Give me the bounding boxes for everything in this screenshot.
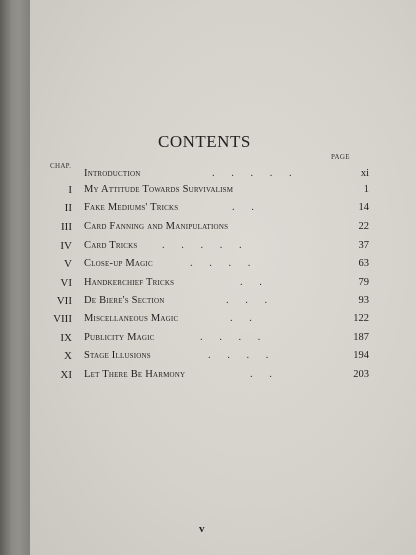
chapter-number: V: [64, 258, 72, 270]
page-number: 63: [358, 258, 369, 269]
chapter-title: Card Fanning and Manipulations: [84, 221, 229, 232]
page-number: 194: [353, 350, 369, 361]
leader-dots: . . . . .: [162, 240, 249, 251]
toc-entry: [0, 277, 416, 295]
chapter-number: XI: [60, 369, 72, 381]
page-folio: v: [199, 523, 205, 535]
page-number: 37: [358, 240, 369, 251]
chapter-title: Close-up Magic: [84, 258, 153, 269]
chapter-number: VIII: [53, 313, 72, 325]
page-number: 14: [358, 202, 369, 213]
chapter-title: Stage Illusions: [84, 350, 151, 361]
chapter-title: De Biere's Section: [84, 295, 165, 306]
page-number: 22: [358, 221, 369, 232]
chapter-number: IX: [60, 332, 72, 344]
chapter-number: VII: [56, 295, 72, 307]
toc-entry: [0, 332, 416, 350]
page-number: xi: [360, 168, 369, 179]
leader-dots: . .: [230, 313, 259, 324]
chapter-title: Card Tricks: [84, 240, 138, 251]
leader-dots: . . . .: [208, 350, 276, 361]
chapter-title: Introduction: [84, 168, 141, 179]
leader-dots: . . .: [226, 295, 275, 306]
chapter-title: Publicity Magic: [84, 332, 155, 343]
page-number: 79: [358, 277, 369, 288]
chapter-title: Let There Be Harmony: [84, 369, 186, 380]
chapter-title: Fake Mediums' Tricks: [84, 202, 179, 213]
contents-heading: CONTENTS: [158, 132, 251, 151]
toc-entry: [0, 369, 416, 387]
toc-entry: [0, 240, 416, 258]
leader-dots: . . . .: [200, 332, 268, 343]
chapter-title: Handkerchief Tricks: [84, 277, 175, 288]
page-column-label: PAGE: [331, 153, 350, 161]
chapter-number: IV: [60, 240, 72, 252]
toc-entry: [0, 313, 416, 331]
page-number: 203: [353, 369, 369, 380]
page-number: 93: [358, 295, 369, 306]
chapter-title: Miscellaneous Magic: [84, 313, 179, 324]
leader-dots: . .: [232, 202, 261, 213]
leader-dots: . .: [250, 369, 279, 380]
toc-entry: [0, 258, 416, 276]
leader-dots: . . . .: [190, 258, 258, 269]
toc-entry: [0, 202, 416, 220]
leader-dots: . . . . .: [212, 168, 299, 179]
chapter-number: II: [64, 202, 72, 214]
chapter-number: III: [61, 221, 72, 233]
leader-dots: . .: [240, 277, 269, 288]
chap-column-label: CHAP.: [50, 162, 72, 170]
page-number: 187: [353, 332, 369, 343]
chapter-number: I: [68, 184, 72, 196]
page-number: 122: [353, 313, 369, 324]
toc-entry: [0, 295, 416, 313]
chapter-number: VI: [60, 277, 72, 289]
toc-entry: [0, 221, 416, 239]
toc-entry: [0, 184, 416, 202]
chapter-number: X: [64, 350, 72, 362]
page-number: 1: [363, 184, 369, 195]
toc-entry: [0, 350, 416, 368]
chapter-title: My Attitude Towards Survivalism: [84, 184, 234, 195]
